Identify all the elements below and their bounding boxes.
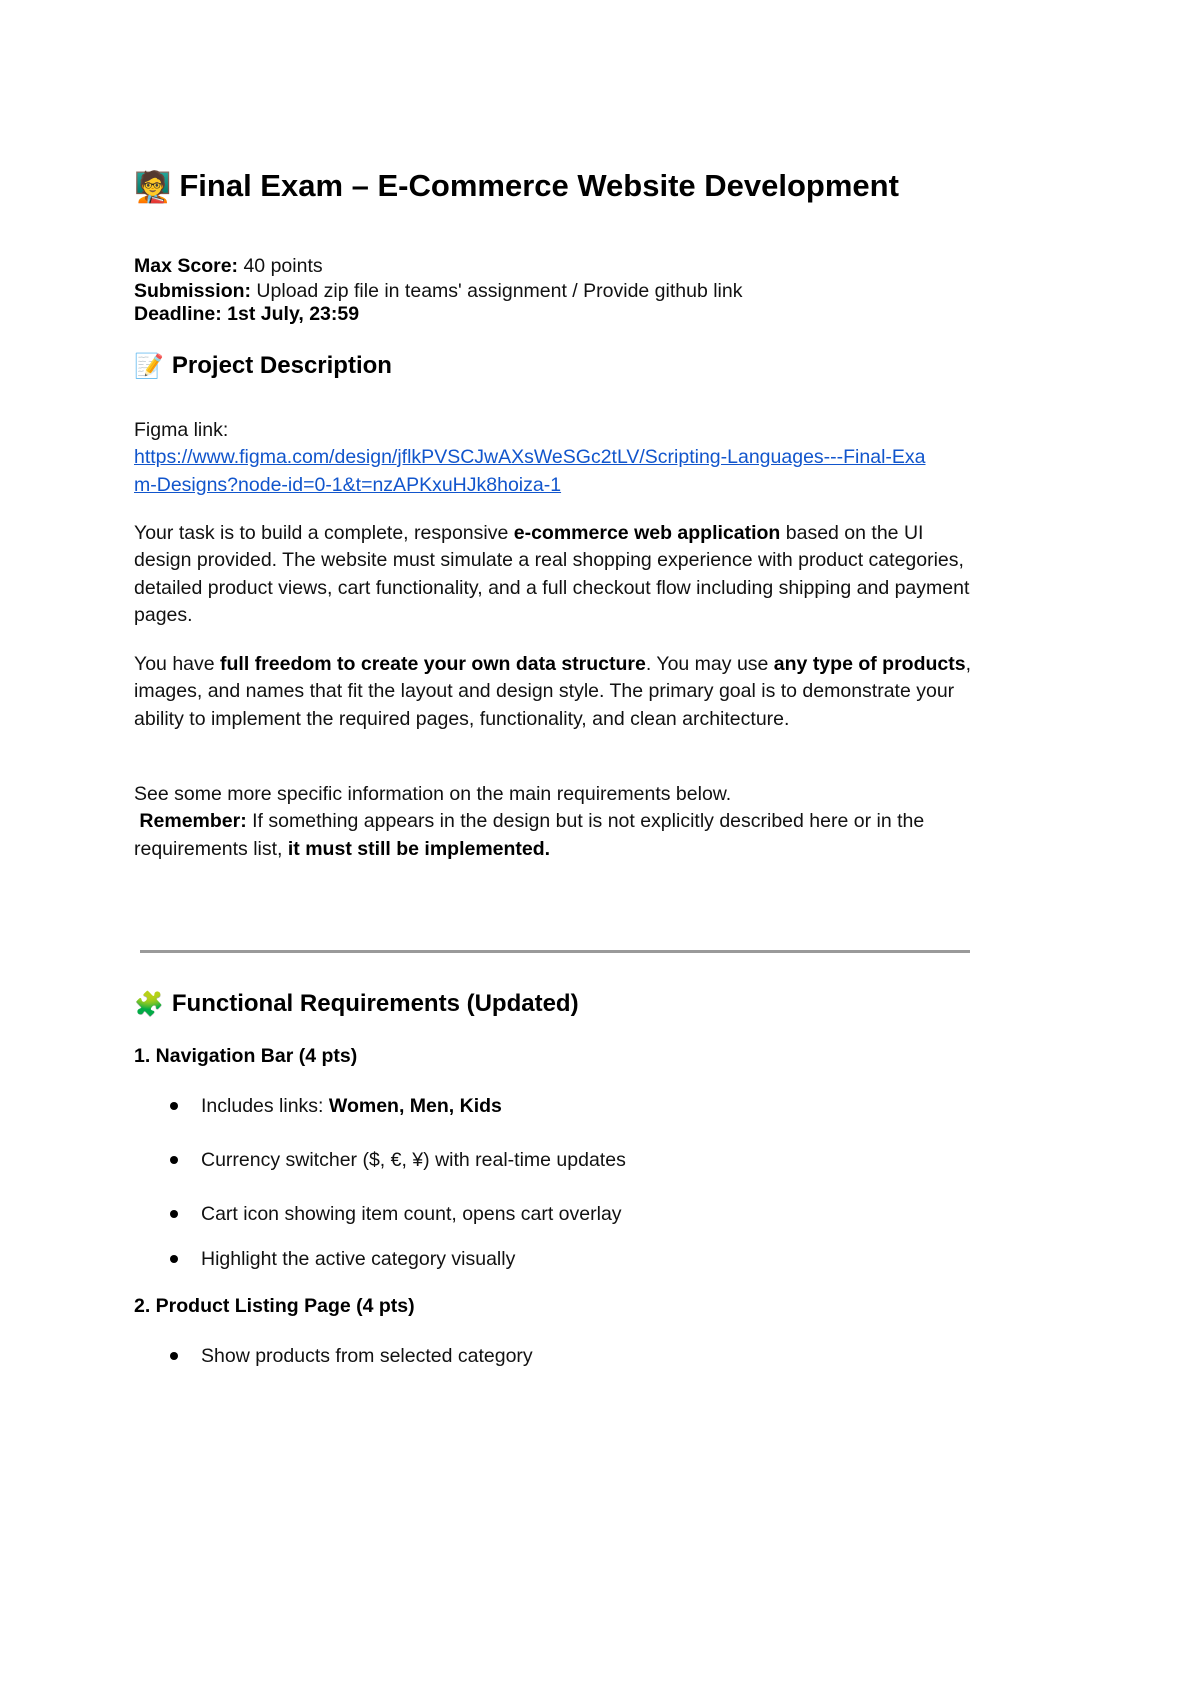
bullet-icon bbox=[170, 1210, 178, 1218]
bold-text: full freedom to create your own data structure bbox=[220, 653, 646, 675]
figma-link-line2[interactable]: m-Designs?node-id=0-1&t=nzAPKxuHJk8hoiza-1 bbox=[134, 474, 562, 496]
list-item: Currency switcher ($, €, ¥) with real-time updates bbox=[201, 1149, 626, 1171]
bullet-icon bbox=[170, 1102, 178, 1110]
text: Your task is to build a complete, responsive bbox=[134, 522, 514, 544]
puzzle-piece-icon: 🧩 bbox=[134, 990, 164, 1018]
paragraph-task bbox=[134, 520, 984, 629]
max-score bbox=[134, 254, 323, 278]
page-title bbox=[134, 166, 899, 208]
figma-link-line1[interactable]: https://www.figma.com/design/jflkPVSCJwAXsWeSGc2tLV/Scripting-Languages---Final-Exa bbox=[134, 446, 926, 468]
list-item: Highlight the active category visually bbox=[201, 1248, 516, 1270]
submission-label: Submission: bbox=[134, 280, 252, 302]
list-item: Show products from selected category bbox=[201, 1345, 533, 1367]
bullet-icon bbox=[170, 1255, 178, 1263]
figma-label: Figma link: bbox=[134, 419, 229, 441]
bold-text: e-commerce web application bbox=[513, 522, 781, 544]
list-item bbox=[201, 1094, 502, 1118]
teacher-emoji-icon: 🧑‍🏫 bbox=[134, 170, 172, 204]
paragraph-remember bbox=[134, 781, 984, 863]
submission bbox=[134, 279, 743, 303]
functional-requirements-heading bbox=[134, 988, 579, 1021]
section-title-text: 2. Product Listing Page (4 pts) bbox=[134, 1295, 415, 1317]
text: Includes links: bbox=[201, 1095, 329, 1117]
section-title-text: 1. Navigation Bar (4 pts) bbox=[134, 1045, 358, 1067]
text: See some more specific information on the main requirements below. bbox=[134, 783, 732, 805]
max-score-label: Max Score: bbox=[134, 255, 239, 277]
bullet-icon bbox=[170, 1156, 178, 1164]
max-score-value: 40 points bbox=[238, 255, 323, 277]
bold-text: it must still be implemented. bbox=[287, 837, 551, 860]
paragraph-freedom bbox=[134, 651, 984, 733]
list-item: Cart icon showing item count, opens cart overlay bbox=[201, 1203, 622, 1225]
functional-heading-text: Functional Requirements (Updated) bbox=[171, 990, 579, 1017]
text: You have bbox=[134, 653, 221, 675]
deadline-text: Deadline: 1st July, 23:59 bbox=[134, 303, 360, 325]
bold-text: Remember: bbox=[139, 810, 247, 833]
text: . You may use bbox=[645, 653, 774, 675]
project-heading-text: Project Description bbox=[171, 352, 392, 379]
memo-icon: 📝 bbox=[134, 352, 164, 380]
bold-text: any type of products bbox=[773, 653, 966, 675]
project-description-heading bbox=[134, 350, 392, 383]
deadline bbox=[134, 302, 359, 326]
page-title-text: Final Exam – E-Commerce Website Development bbox=[179, 168, 899, 203]
text: , images, and names that fit the layout and design style. The primary goal is to demonstrate your ability to implement the required pages, functionality, and clean architecture. bbox=[134, 653, 971, 730]
submission-value: Upload zip file in teams' assignment / Provide github link bbox=[251, 280, 743, 302]
text: based on the UI design provided. The website must simulate a real shopping experience with product categories, detailed product views, cart functionality, and a full checkout flow including shipping and payment pages. bbox=[134, 522, 970, 626]
bold-text: Women, Men, Kids bbox=[328, 1095, 502, 1117]
bullet-icon bbox=[170, 1352, 178, 1360]
section-title bbox=[134, 1044, 357, 1068]
horizontal-divider bbox=[140, 950, 970, 953]
text: If something appears in the design but is not explicitly described here or in the requirements list, bbox=[134, 810, 925, 860]
section-title bbox=[134, 1294, 415, 1318]
